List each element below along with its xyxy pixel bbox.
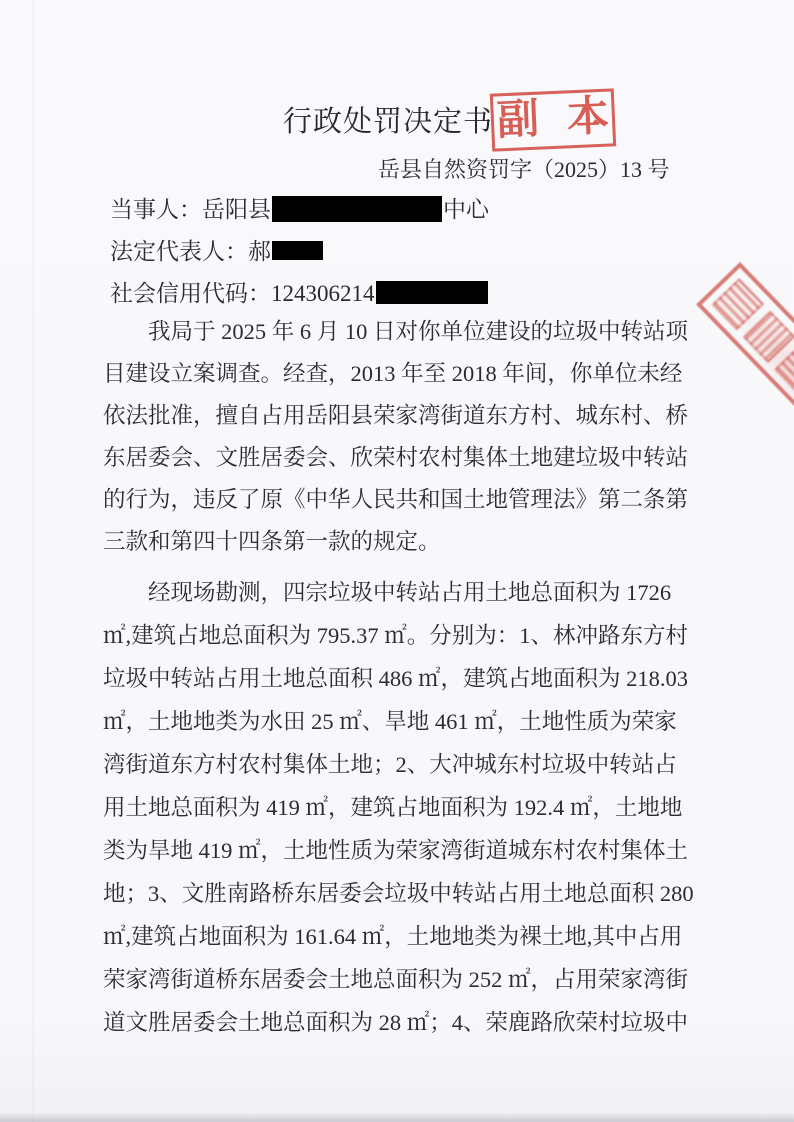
body-text-line: 垃圾中转站占用土地总面积 486 ㎡，建筑占地面积为 218.03 (103, 666, 689, 691)
party-value-suffix: 中心 (443, 197, 489, 222)
party-label: 当事人： (110, 197, 202, 222)
copy-stamp-char: 副 (496, 96, 540, 145)
body-paragraph-1 (103, 311, 703, 563)
edge-seal-stamp-icon (696, 262, 794, 484)
party-label: 法定代表人： (110, 239, 248, 264)
body-text-line: ㎡,建筑占地面积为 161.64 ㎡，土地地类为裸土地,其中占用 (103, 924, 683, 949)
body-text-line: 依法批准，擅自占用岳阳县荣家湾街道东方村、城东村、桥 (103, 403, 689, 428)
body-text-line: 湾街道东方村农村集体土地；2、大冲城东村垃圾中转站占 (103, 752, 677, 777)
party-line-litigant (110, 189, 489, 231)
page-bottom-edge (0, 1113, 794, 1122)
body-text-line: 道文胜居委会土地总面积为 28 ㎡；4、荣鹿路欣荣村垃圾中 (103, 1010, 689, 1035)
copy-stamp-char: 本 (565, 93, 610, 142)
redaction-bar (272, 241, 323, 260)
body-text-line: ㎡,建筑占地总面积为 795.37 ㎡。分别为：1、林冲路东方村 (103, 623, 689, 648)
body-text-line: 三款和第四十四条第一款的规定。 (103, 529, 441, 554)
party-info-block (110, 189, 489, 315)
party-value-prefix: 郝 (248, 239, 271, 264)
body-paragraph-2 (103, 571, 703, 1044)
body-text-line: 荣家湾街道桥东居委会土地总面积为 252 ㎡，占用荣家湾街 (103, 967, 689, 992)
body-text-line: 经现场勘测，四宗垃圾中转站占用土地总面积为 1726 (148, 580, 672, 605)
copy-stamp-icon (490, 88, 616, 151)
document-title: 行政处罚决定书 (283, 106, 494, 138)
party-label: 社会信用代码： (110, 281, 271, 306)
party-line-legal-representative (110, 231, 489, 273)
body-text-line: 用土地总面积为 419 ㎡，建筑占地面积为 192.4 ㎡，土地地 (103, 795, 683, 820)
party-value-prefix: 岳阳县 (202, 197, 271, 222)
body-text-line: 的行为，违反了原《中华人民共和国土地管理法》第二条第 (103, 487, 689, 512)
body-text-line: 我局于 2025 年 6 月 10 日对你单位建设的垃圾中转站项 (148, 319, 689, 344)
body-text-line: 目建设立案调查。经查，2013 年至 2018 年间，你单位未经 (103, 361, 683, 386)
body-text-line: 地；3、文胜南路桥东居委会垃圾中转站占用土地总面积 280 (103, 881, 694, 906)
redaction-bar (376, 281, 488, 304)
body-text-line: 东居委会、文胜居委会、欣荣村农村集体土地建垃圾中转站 (103, 445, 689, 470)
party-line-credit-code (110, 273, 489, 315)
redaction-bar (272, 196, 442, 222)
body-text-line: 类为旱地 419 ㎡，土地性质为荣家湾街道城东村农村集体土 (103, 838, 689, 863)
document-number: 岳县自然资罚字（2025）13 号 (378, 157, 670, 182)
party-value-prefix: 124306214 (271, 281, 375, 306)
scan-artifact-streak (32, 0, 34, 1122)
body-text-line: ㎡，土地地类为水田 25 ㎡、旱地 461 ㎡，土地性质为荣家 (103, 709, 677, 734)
